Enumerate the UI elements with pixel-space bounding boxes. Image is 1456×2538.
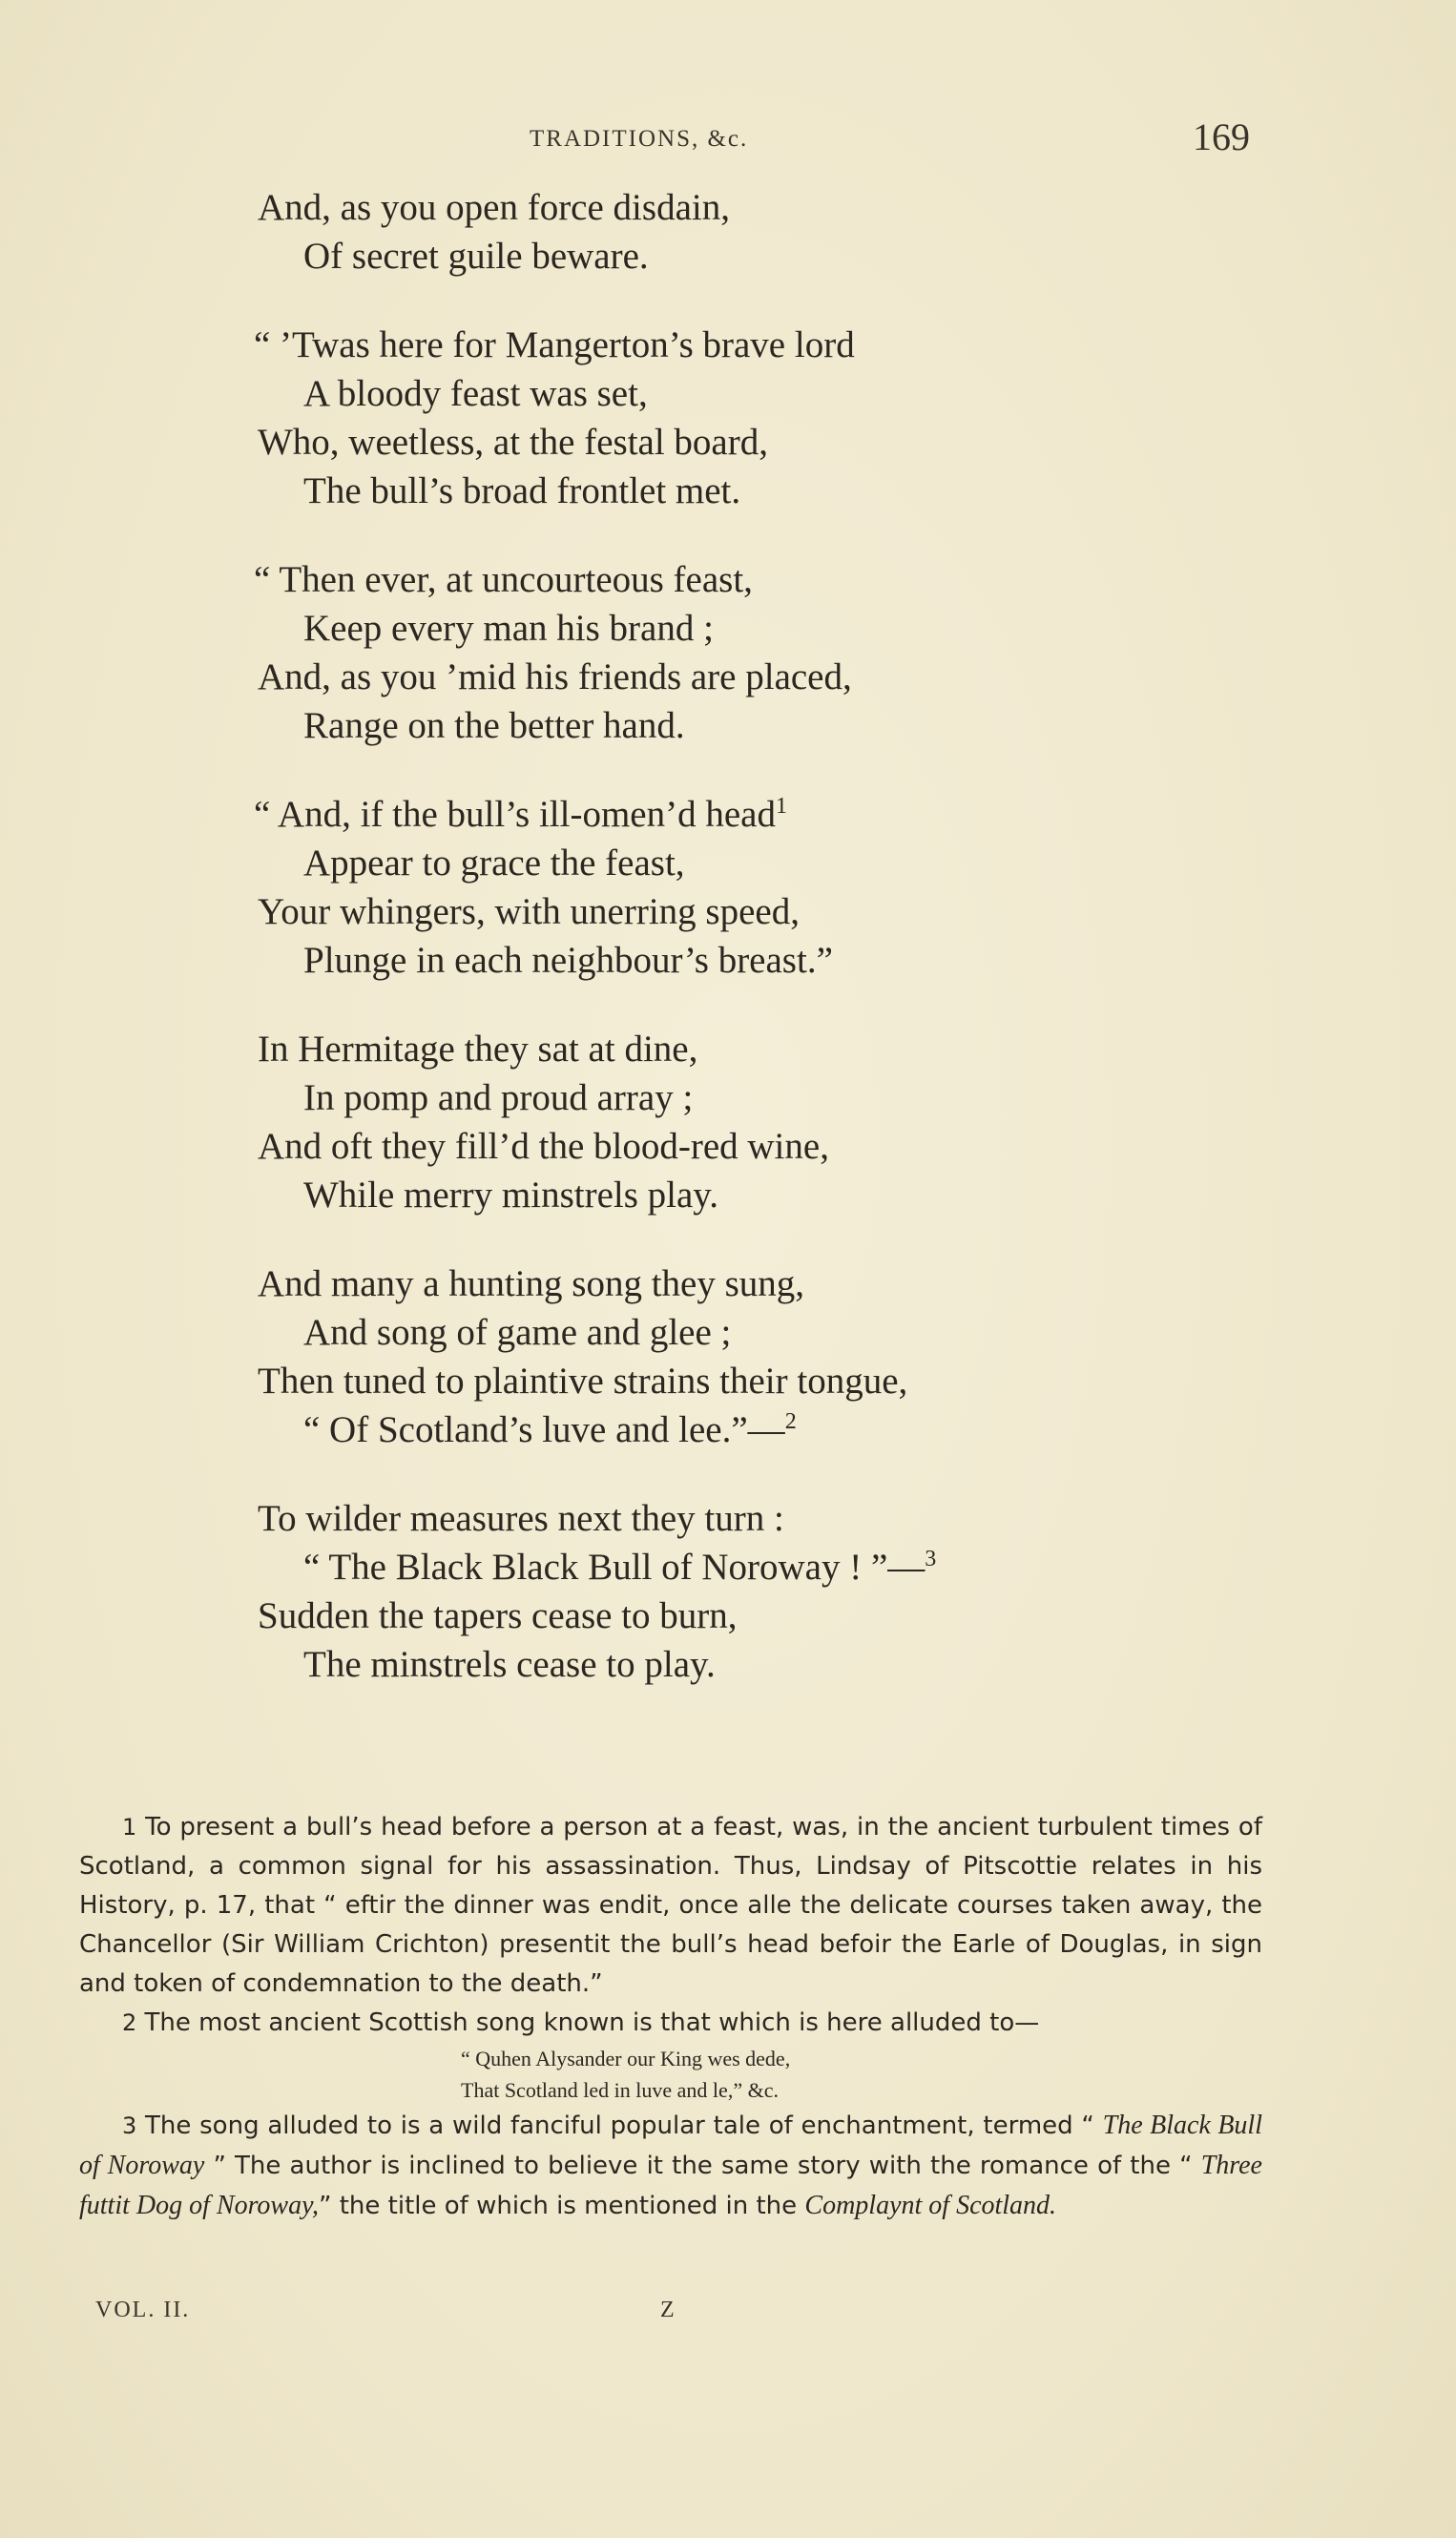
poem-line: In Hermitage they sat at dine, (258, 1029, 698, 1070)
footnote-italic-title: Three futtit Dog of Noroway, (79, 2151, 1262, 2220)
footnotes (79, 1808, 1262, 2226)
footnote-3 (79, 2106, 1262, 2226)
stanza (254, 790, 1307, 985)
footnote-quote-line: That Scotland led in luve and le,” &c. (461, 2078, 779, 2102)
footnote-1 (79, 1808, 1262, 2004)
poem-line: Range on the better hand. (303, 705, 685, 746)
poem-line: “ Of Scotland’s luve and lee.”—$^2$ (303, 1409, 797, 1450)
poem-line: And oft they fill’d the blood-red wine, (258, 1126, 829, 1167)
page-header (0, 113, 1456, 170)
stanza (254, 555, 1307, 750)
footnote-text: ” The author is inclined to believe it the same story with the romance of the “ (204, 2152, 1201, 2180)
footnote-ref: 2 (784, 1409, 797, 1434)
poem (254, 183, 1307, 1729)
footnote-italic-title: The Black Bull of Noroway (79, 2111, 1262, 2180)
footnote-text: The song alluded to is a wild fanciful popular tale of enchantment, termed “ (145, 2112, 1103, 2140)
stanza (258, 183, 1307, 281)
footnote-text: The most ancient Scottish song known is that which is here alluded to— (144, 2008, 1040, 2037)
poem-line: And song of game and glee ; (303, 1312, 732, 1353)
footnote-number: 3 (122, 2112, 137, 2139)
footnote-ref: 1 (775, 794, 787, 819)
stanza (258, 1259, 1307, 1454)
footnote-number: 1 (122, 1814, 137, 1841)
poem-line: The bull’s broad frontlet met. (303, 470, 741, 511)
poem-line: Who, weetless, at the festal board, (258, 422, 768, 463)
poem-line: A bloody feast was set, (303, 373, 648, 414)
page-number: 169 (1193, 115, 1250, 158)
poem-line: To wilder measures next they turn : (258, 1498, 784, 1539)
poem-line: Appear to grace the feast, (303, 843, 685, 884)
signature-line (95, 2298, 1336, 2336)
poem-line: While merry minstrels play. (303, 1175, 719, 1216)
poem-line: Your whingers, with unerring speed, (258, 891, 800, 932)
poem-line: “ And, if the bull’s ill-omen’d head$^1$ (254, 794, 787, 835)
volume-label: VOL. II. (95, 2298, 191, 2322)
poem-line: The minstrels cease to play. (303, 1644, 716, 1685)
poem-line: And many a hunting song they sung, (258, 1263, 805, 1304)
poem-line: Sudden the tapers cease to burn, (258, 1595, 738, 1636)
footnote-text: ” the title of which is mentioned in the (319, 2192, 805, 2220)
stanza (254, 321, 1307, 515)
poem-line: “ The Black Black Bull of Noroway ! ”—$^3$ (303, 1547, 937, 1588)
footnote-italic-title: Complaynt of Scotland. (804, 2191, 1057, 2220)
footnote-ref: 3 (925, 1547, 937, 1571)
poem-line: Of secret guile beware. (303, 236, 649, 277)
stanza (258, 1494, 1307, 1689)
poem-line: In pomp and proud array ; (303, 1077, 694, 1118)
poem-line: Keep every man his brand ; (303, 608, 714, 649)
footnote-quote-line: “ Quhen Alysander our King wes dede, (461, 2047, 791, 2070)
poem-line: “ Then ever, at uncourteous feast, (254, 559, 753, 600)
poem-line: And, as you ’mid his friends are placed, (258, 656, 852, 697)
running-head: TRADITIONS, &c. (530, 126, 749, 152)
stanza (258, 1025, 1307, 1219)
footnote-2 (79, 2004, 1262, 2043)
footnote-text: To present a bull’s head before a person at a feast, was, in the ancient turbulent times of Scotland, a common signal for his assassination. Thus, Lindsay of Pitscottie relates in his History, p. 17, that “ eftir the dinner was endit, once alle the delicate courses taken away, the Chancellor (Sir William Crichton) presentit the bull’s head befoir the Earle of Douglas, in sign and token of condemnation to the death.” (79, 1813, 1262, 1998)
footnote-number: 2 (122, 2009, 137, 2036)
poem-line: Plunge in each neighbour’s breast.” (303, 940, 833, 981)
poem-line: And, as you open force disdain, (258, 187, 730, 228)
poem-line: “ ’Twas here for Mangerton’s brave lord (254, 324, 855, 365)
signature-mark: Z (660, 2298, 676, 2322)
poem-line: Then tuned to plaintive strains their tongue, (258, 1361, 908, 1402)
